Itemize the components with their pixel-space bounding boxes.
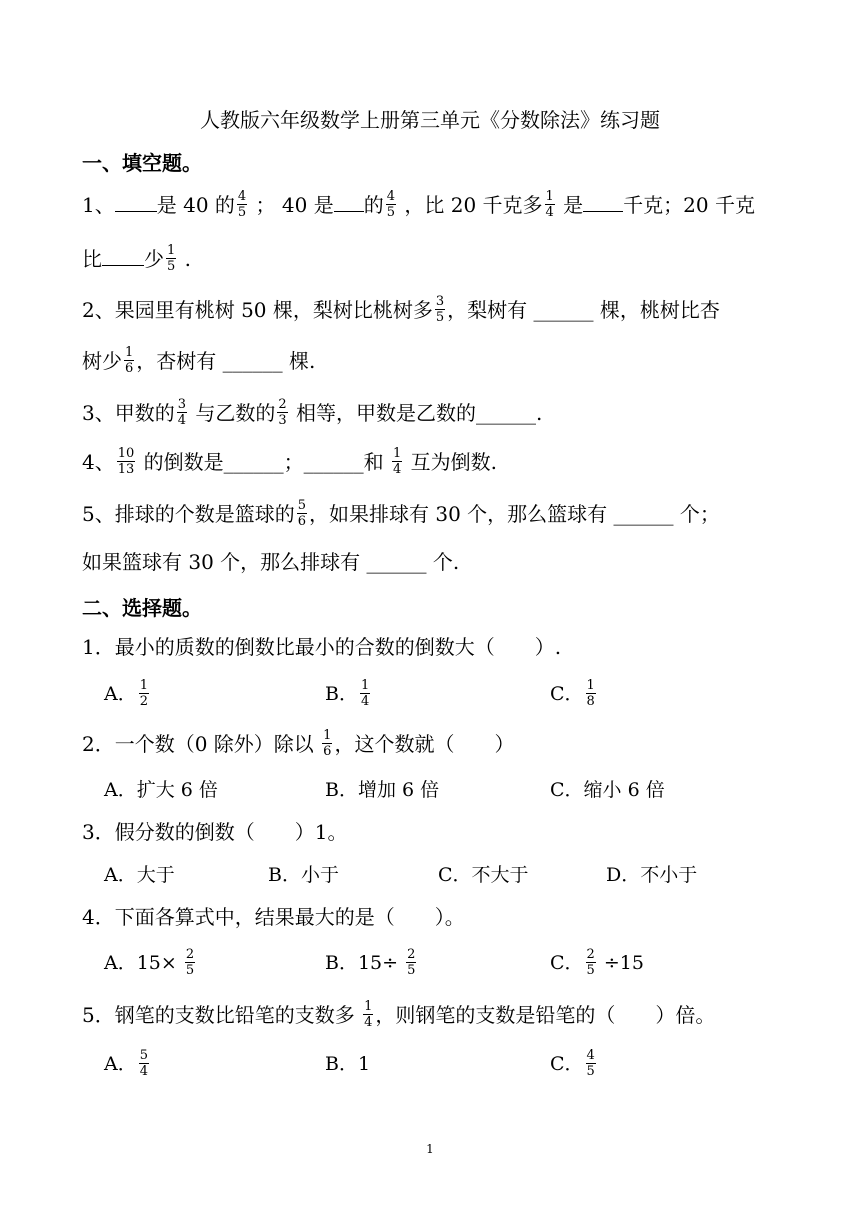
denominator: 5 xyxy=(386,205,395,220)
q5-text-e: 个. xyxy=(432,550,460,574)
q1-text-h: 千克；20 千克 xyxy=(623,193,755,217)
q1-blank-2[interactable] xyxy=(334,193,364,212)
q5-text-c: 个； xyxy=(679,502,720,526)
fraction xyxy=(406,948,416,977)
numerator: 5 xyxy=(139,1047,149,1063)
q2-blank-2[interactable]: ______ xyxy=(222,349,283,373)
fraction xyxy=(363,1000,373,1029)
fraction xyxy=(545,190,555,219)
c3-option-a[interactable]: A．大于 xyxy=(104,864,175,886)
fraction xyxy=(124,346,134,375)
question-1-line-1 xyxy=(82,190,755,221)
denominator: 5 xyxy=(167,259,176,274)
q5-blank-1[interactable]: ______ xyxy=(613,502,674,526)
numerator: 4 xyxy=(237,189,247,204)
section-choice-heading: 二、选择题。 xyxy=(82,596,202,620)
q2-text-e: ，杏树有 xyxy=(136,349,217,373)
c5-option-c[interactable] xyxy=(550,1049,598,1080)
q2-text-c: 棵，桃树比杏 xyxy=(599,298,720,322)
fraction xyxy=(139,679,149,708)
numerator: 1 xyxy=(167,243,176,258)
numerator: 10 xyxy=(117,446,135,461)
c1-option-c[interactable] xyxy=(550,679,598,710)
numerator: 3 xyxy=(435,294,445,309)
c5-text-b: ，则钢笔的支数是铅笔的（ ）倍。 xyxy=(375,1003,716,1027)
q2-text-f: 棵. xyxy=(289,349,316,373)
denominator: 4 xyxy=(177,413,187,428)
c3-option-d[interactable]: D．不小于 xyxy=(606,864,698,886)
c2-text-b: ，这个数就（ ） xyxy=(334,732,515,756)
denominator: 4 xyxy=(360,693,370,709)
q4-text-c: ； xyxy=(283,450,304,474)
denominator: 5 xyxy=(237,205,247,220)
numerator: 1 xyxy=(125,345,134,360)
q1-text-e: ，比 20 千克多 xyxy=(404,193,543,217)
c5-option-b[interactable]: B．1 xyxy=(325,1053,371,1075)
numerator: 5 xyxy=(297,498,307,513)
q3-text-d: . xyxy=(536,401,543,425)
q5-blank-2[interactable]: ______ xyxy=(366,550,427,574)
denominator: 6 xyxy=(323,744,332,759)
denominator: 5 xyxy=(185,962,195,978)
numerator: 1 xyxy=(364,999,373,1014)
question-2-line-2 xyxy=(82,346,315,377)
q4-blank-2[interactable]: ______ xyxy=(303,450,364,474)
c2-text-a: 2．一个数（0 除外）除以 xyxy=(82,732,314,756)
fraction xyxy=(237,190,247,219)
q5-text-d: 如果篮球有 30 个，那么排球有 xyxy=(82,550,361,574)
numerator: 2 xyxy=(185,946,195,962)
q2-text-b: ，梨树有 xyxy=(447,298,528,322)
numerator: 1 xyxy=(545,189,554,204)
q4-text-e: 互为倒数. xyxy=(410,450,497,474)
numerator: 4 xyxy=(586,1047,595,1063)
numerator: 1 xyxy=(586,677,595,693)
fraction xyxy=(117,447,136,476)
numerator: 2 xyxy=(586,946,595,962)
q3-text-a: 3、甲数的 xyxy=(82,401,175,425)
q2-blank-1[interactable]: ______ xyxy=(533,298,594,322)
denominator: 4 xyxy=(545,205,554,220)
c4-option-b[interactable] xyxy=(325,948,418,979)
choice-question-3: 3．假分数的倒数（ ）1。 xyxy=(82,820,348,844)
q2-text-a: 2、果园里有桃树 50 棵，梨树比桃树多 xyxy=(82,298,433,322)
q3-text-c: 相等，甲数是乙数的 xyxy=(296,401,477,425)
q1-blank-3[interactable] xyxy=(583,193,623,212)
denominator: 4 xyxy=(393,462,402,477)
c5-text-a: 5．钢笔的支数比铅笔的支数多 xyxy=(82,1003,355,1027)
fraction xyxy=(297,499,307,528)
section-fill-in-heading: 一、填空题。 xyxy=(82,151,202,175)
fraction xyxy=(322,729,332,758)
fraction xyxy=(177,398,187,427)
denominator: 6 xyxy=(297,514,307,529)
q4-blank-1[interactable]: ______ xyxy=(223,450,284,474)
denominator: 13 xyxy=(117,462,135,477)
numerator: 4 xyxy=(386,189,395,204)
fraction xyxy=(166,244,176,273)
denominator: 5 xyxy=(586,1063,595,1079)
q1-text-g: 是 xyxy=(563,193,584,217)
choice-question-2 xyxy=(82,729,514,760)
c1-option-b[interactable] xyxy=(325,679,372,710)
q4-number: 4、 xyxy=(82,450,115,474)
denominator: 3 xyxy=(278,413,287,428)
q1-text-b: 是 40 的 xyxy=(156,193,235,217)
q1-blank-4[interactable] xyxy=(102,247,144,266)
c5-option-a[interactable] xyxy=(104,1049,151,1080)
fraction xyxy=(386,190,396,219)
c3-option-c[interactable]: C．不大于 xyxy=(438,864,529,886)
c2-option-c[interactable]: C．缩小 6 倍 xyxy=(550,779,665,801)
option-label: C． xyxy=(550,683,584,705)
q5-text-a: 5、排球的个数是篮球的 xyxy=(82,502,295,526)
q3-text-b: 与乙数的 xyxy=(195,401,276,425)
choice-question-1: 1．最小的质数的倒数比最小的合数的倒数大（ ）. xyxy=(82,635,562,659)
choice-question-5 xyxy=(82,1000,715,1031)
fraction xyxy=(586,1049,596,1078)
c3-option-b[interactable]: B．小于 xyxy=(268,864,339,886)
denominator: 5 xyxy=(586,962,595,978)
page-number: 1 xyxy=(426,1142,434,1156)
question-5-line-2 xyxy=(82,547,459,577)
q1-text-i: 比 xyxy=(82,247,102,271)
c1-option-a[interactable] xyxy=(104,679,151,710)
numerator: 1 xyxy=(323,728,332,743)
denominator: 4 xyxy=(364,1015,373,1030)
denominator: 4 xyxy=(139,1063,149,1079)
q5-text-b: ，如果排球有 30 个，那么篮球有 xyxy=(309,502,608,526)
numerator: 3 xyxy=(177,397,187,412)
q2-text-d: 树少 xyxy=(82,349,122,373)
numerator: 1 xyxy=(139,677,149,693)
option-label: B． xyxy=(325,683,358,705)
fraction xyxy=(139,1049,149,1078)
q1-text-j: 少 xyxy=(144,247,164,271)
page-title: 人教版六年级数学上册第三单元《分数除法》练习题 xyxy=(200,108,660,132)
q1-text-c: ； 40 是 xyxy=(255,193,334,217)
option-label: A． xyxy=(104,1053,137,1075)
q1-number: 1、 xyxy=(82,193,115,217)
q1-text-k: . xyxy=(184,247,191,271)
fraction xyxy=(586,679,596,708)
fraction xyxy=(392,447,402,476)
denominator: 2 xyxy=(139,693,149,709)
c2-option-a[interactable]: A．扩大 6 倍 xyxy=(104,779,218,801)
q4-text-b: 的倒数是 xyxy=(143,450,224,474)
c4-option-a[interactable] xyxy=(104,948,197,979)
question-3 xyxy=(82,398,542,429)
option-text: ÷15 xyxy=(603,952,644,974)
option-label: A． xyxy=(104,683,137,705)
numerator: 2 xyxy=(407,946,416,962)
q3-blank[interactable]: ______ xyxy=(476,401,537,425)
fraction xyxy=(277,398,287,427)
question-2-line-1 xyxy=(82,295,720,326)
c2-option-b[interactable]: B．增加 6 倍 xyxy=(325,779,440,801)
denominator: 5 xyxy=(407,962,416,978)
option-label: B．15÷ xyxy=(325,952,399,974)
c4-option-c[interactable] xyxy=(550,948,644,979)
question-5-line-1 xyxy=(82,499,720,530)
option-label: C． xyxy=(550,952,584,974)
fraction xyxy=(360,679,370,708)
fraction xyxy=(586,948,596,977)
question-1-line-2 xyxy=(82,244,191,275)
q1-text-d: 的 xyxy=(363,193,384,217)
numerator: 1 xyxy=(360,677,370,693)
denominator: 8 xyxy=(586,693,595,709)
q1-blank-1[interactable] xyxy=(115,193,157,212)
option-label: A．15× xyxy=(104,952,177,974)
numerator: 1 xyxy=(393,446,402,461)
choice-question-4: 4．下面各算式中，结果最大的是（ ）。 xyxy=(82,905,465,929)
fraction xyxy=(185,948,195,977)
denominator: 5 xyxy=(435,310,445,325)
q4-text-d: 和 xyxy=(363,450,384,474)
option-label: C． xyxy=(550,1053,584,1075)
denominator: 6 xyxy=(125,361,134,376)
question-4 xyxy=(82,447,497,478)
numerator: 2 xyxy=(278,397,287,412)
fraction xyxy=(435,295,445,324)
